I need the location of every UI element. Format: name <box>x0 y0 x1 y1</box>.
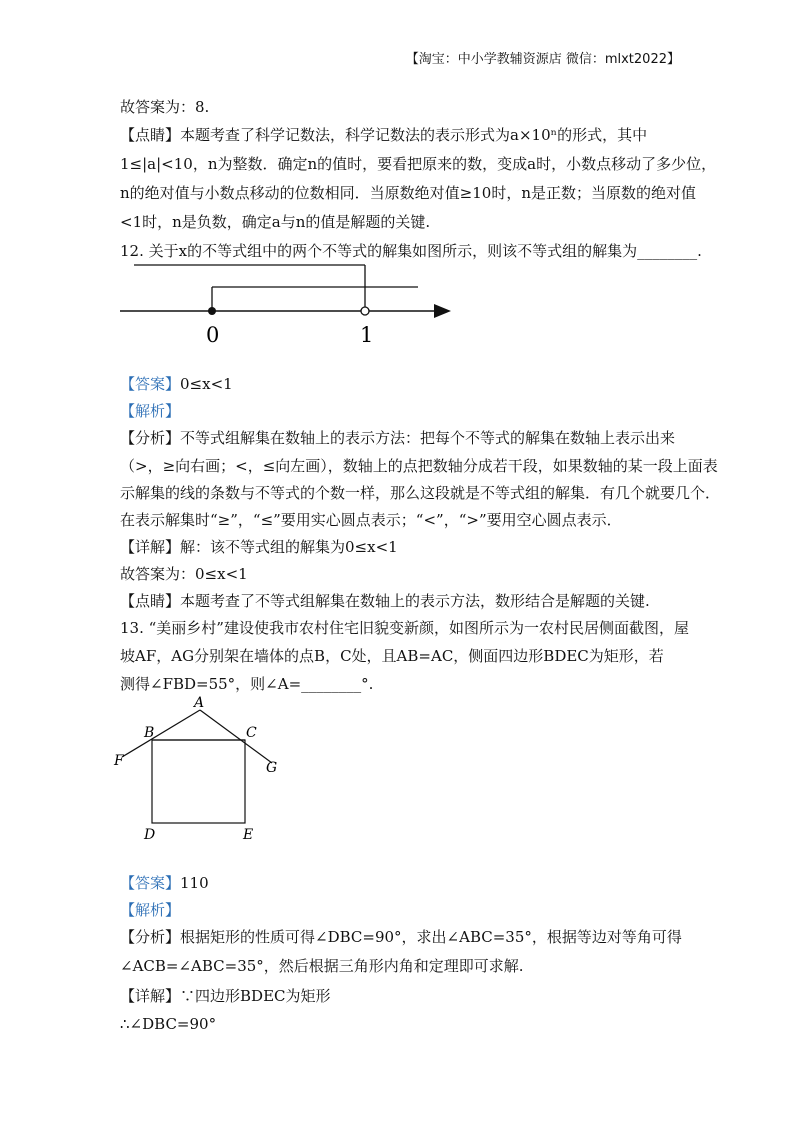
q11-review-tag: 【点睛】 <box>120 126 181 144</box>
q12-number-line-figure <box>118 258 458 350</box>
q12-analysis-line-4: 在表示解集时“≥”，“≤”要用实心圆点表示；“<”，“>”要用空心圆点表示． <box>120 511 622 529</box>
roof-slope-AF <box>122 710 200 757</box>
q11-review-line-2: 1≤|a|<10，n为整数．确定n的值时，要看把原来的数，变成a时，小数点移动了多少位， <box>120 155 717 173</box>
label-F: F <box>114 753 124 769</box>
hollow-dot <box>361 307 369 315</box>
tick-label-0: 0 <box>206 323 220 347</box>
q13-detail-line-2: ∴∠DBC=90° <box>120 1015 217 1033</box>
label-C: C <box>246 725 257 741</box>
q12-jiexi-tag: 【解析】 <box>120 402 181 420</box>
q11-answer-line: 故答案为：8. <box>120 98 210 116</box>
axis-arrow-icon <box>434 304 451 318</box>
page-header: 【淘宝：中小学教辅资源店 微信：mlxt2022】 <box>405 52 680 67</box>
q11-review-line-1: 【点睛】本题考查了科学记数法，科学记数法的表示形式为a×10ⁿ的形式，其中 <box>120 126 648 144</box>
roof-slope-AG <box>200 710 272 763</box>
q12-question: 12. 关于x的不等式组中的两个不等式的解集如图所示，则该不等式组的解集为________. <box>120 242 702 260</box>
q13-question-line-3: 测得∠FBD=55°，则∠A=________°. <box>120 675 374 693</box>
q12-analysis-line-1: 【分析】不等式组解集在数轴上的表示方法：把每个不等式的解集在数轴上表示出来 <box>120 429 676 447</box>
label-G: G <box>266 760 278 776</box>
label-E: E <box>243 827 254 843</box>
q13-jiexi-tag: 【解析】 <box>120 901 181 919</box>
q13-answer-line: 【答案】110 <box>120 874 209 892</box>
q11-review-line-4: <1时，n是负数，确定a与n的值是解题的关键. <box>120 213 431 231</box>
solid-dot <box>208 307 216 315</box>
label-B: B <box>144 725 155 741</box>
q13-analysis-line-1: 【分析】根据矩形的性质可得∠DBC=90°，求出∠ABC=35°，根据等边对等角可得 <box>120 928 682 946</box>
q13-question-line-2: 坡AF，AG分别架在墙体的点B，C处，且AB=AC，侧面四边形BDEC为矩形，若 <box>120 647 664 665</box>
q12-answer-tag: 【答案】 <box>120 375 181 393</box>
q13-analysis-line-2: ∠ACB=∠ABC=35°，然后根据三角形内角和定理即可求解. <box>120 957 524 975</box>
q12-answer-final: 故答案为：0≤x<1 <box>120 565 248 583</box>
q11-review-line-3: n的绝对值与小数点移动的位数相同．当原数绝对值≥10时，n是正数；当原数的绝对值 <box>120 184 696 202</box>
q13-house-figure <box>112 696 292 846</box>
q13-question-line-1: 13. “美丽乡村”建设使我市农村住宅旧貌变新颜，如图所示为一农村民居侧面截图，屋 <box>120 619 689 637</box>
label-D: D <box>144 827 156 843</box>
q12-analysis-line-3: 示解集的线的条数与不等式的个数一样，那么这段就是不等式组的解集．有几个就要几个． <box>120 484 721 502</box>
q12-analysis-line-2: （>，≥向右画；<，≤向左画），数轴上的点把数轴分成若干段，如果数轴的某一段上面表 <box>120 457 718 475</box>
q12-answer-line: 【答案】0≤x<1 <box>120 375 233 393</box>
q12-review-line: 【点睛】本题考查了不等式组解集在数轴上的表示方法，数形结合是解题的关键. <box>120 592 650 610</box>
q12-detail-line: 【详解】解：该不等式组的解集为0≤x<1 <box>120 538 398 556</box>
rectangle-BDEC <box>152 740 245 823</box>
q13-detail-line-1: 【详解】∵四边形BDEC为矩形 <box>120 987 331 1005</box>
tick-label-1: 1 <box>360 323 374 347</box>
q13-answer-tag: 【答案】 <box>120 874 181 892</box>
label-A: A <box>194 696 205 711</box>
